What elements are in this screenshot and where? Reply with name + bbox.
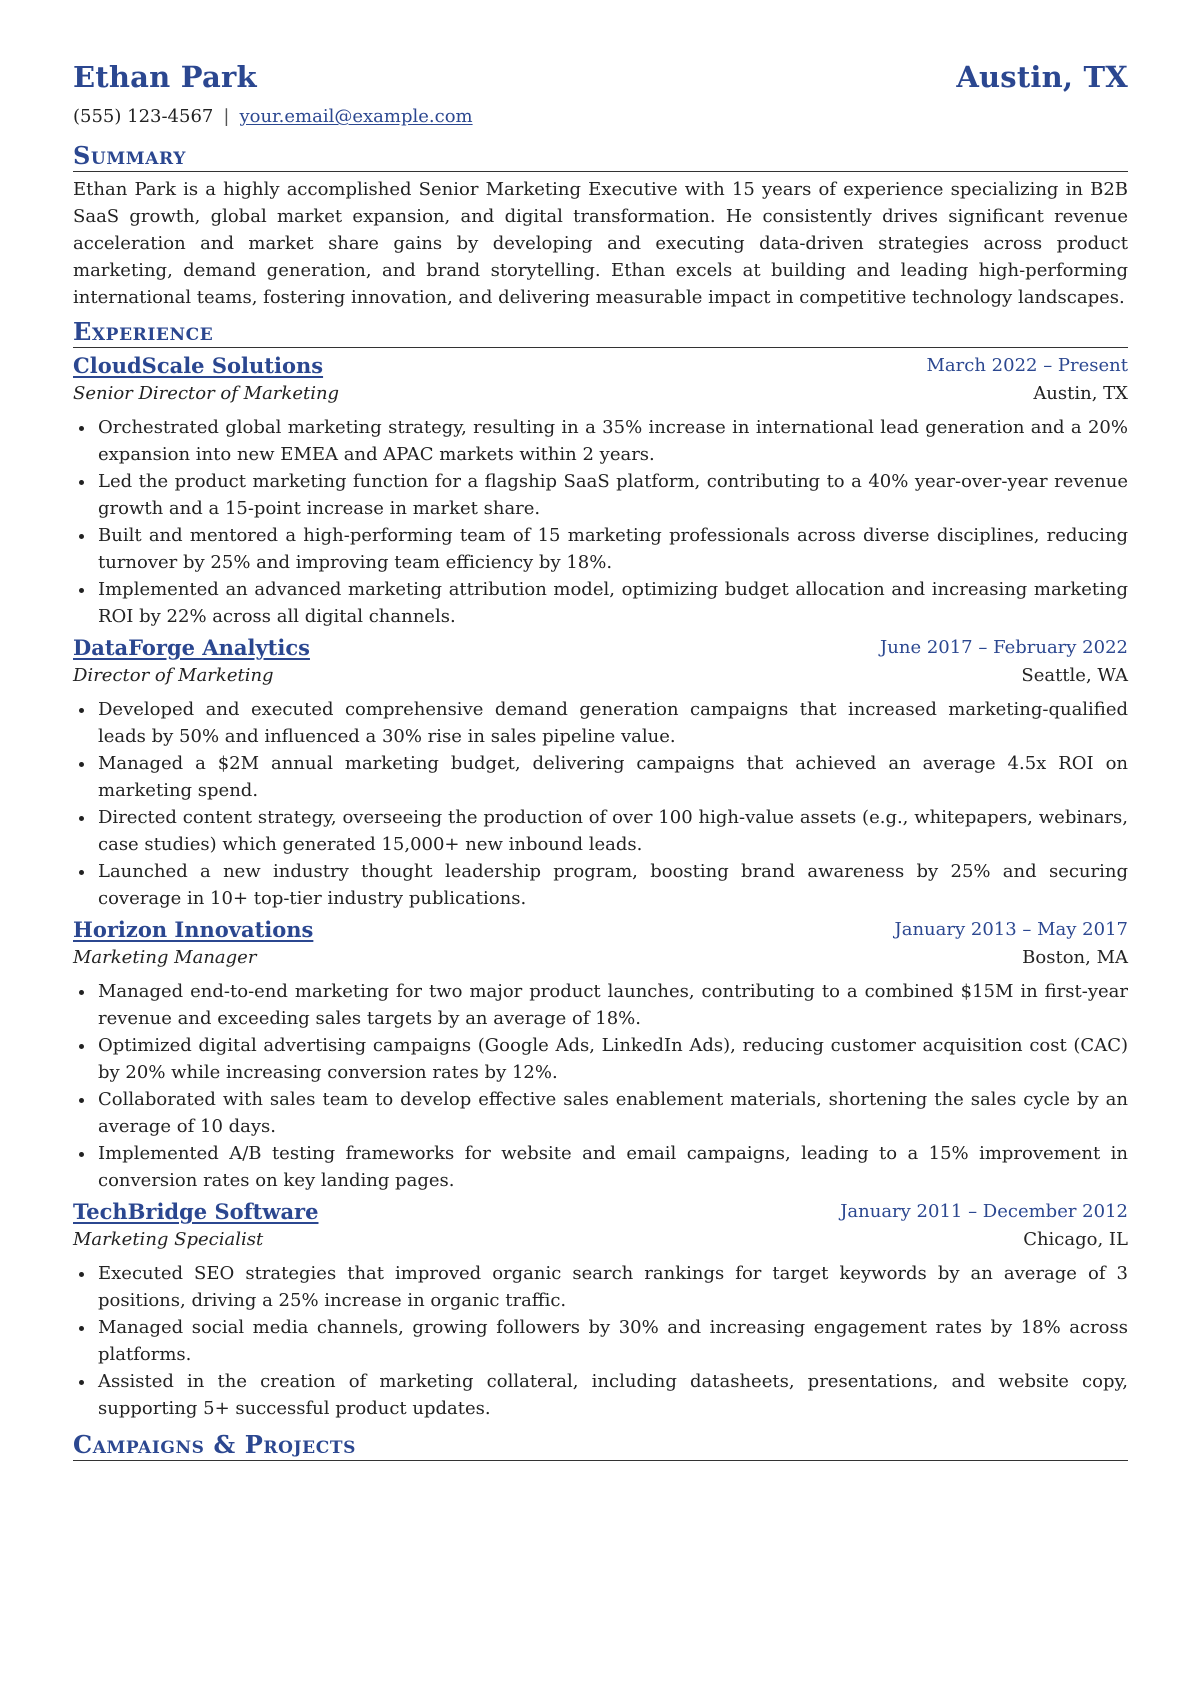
job-subheader	[73, 944, 1128, 972]
job-header	[73, 1198, 1128, 1226]
job-subheader	[73, 1226, 1128, 1254]
job-bullets	[73, 1260, 1128, 1422]
job-header	[73, 634, 1128, 662]
summary-heading: Summary	[73, 141, 1128, 172]
job-location: Austin, TX	[1033, 383, 1128, 404]
summary-text: Ethan Park is a highly accomplished Senior Marketing Executive with 15 years of experience specializing in B2B SaaS growth, global market expansion, and digital transformation. He consistently drives significant revenue acceleration and market share gains by developing and executing data-driven strategies across product marketing, demand generation, and brand storytelling. Ethan excels at building and leading high-performing international teams, fostering innovation, and delivering measurable impact in competitive technology landscapes.	[73, 179, 1128, 308]
job-subheader	[73, 662, 1128, 690]
phone-number: (555) 123-4567	[73, 106, 214, 127]
experience-list	[73, 352, 1128, 1422]
job-location: Seattle, WA	[1021, 665, 1128, 686]
job-dates: June 2017 – February 2022	[880, 637, 1128, 658]
bullet-item: Optimized digital advertising campaigns (Google Ads, LinkedIn Ads), reducing customer acquisition cost (CAC) by 20% while increasing conversion rates by 12%.	[73, 1032, 1128, 1086]
job-subheader	[73, 380, 1128, 408]
job-location: Chicago, IL	[1023, 1229, 1128, 1250]
bullet-item: Implemented an advanced marketing attribution model, optimizing budget allocation and increasing marketing ROI by 22% across all digital channels.	[73, 576, 1128, 630]
job-dates: January 2011 – December 2012	[840, 1201, 1128, 1222]
company-link[interactable]: TechBridge Software	[73, 1199, 319, 1224]
job-entry	[73, 352, 1128, 630]
bullet-item: Executed SEO strategies that improved organic search rankings for target keywords by an average of 3 positions, driving a 25% increase in organic traffic.	[73, 1260, 1128, 1314]
bullet-item: Orchestrated global marketing strategy, resulting in a 35% increase in international lead generation and a 20% expansion into new EMEA and APAC markets within 2 years.	[73, 414, 1128, 468]
experience-heading: Experience	[73, 317, 1128, 348]
bullet-item: Collaborated with sales team to develop effective sales enablement materials, shortening the sales cycle by an average of 10 days.	[73, 1086, 1128, 1140]
bullet-item: Built and mentored a high-performing team of 15 marketing professionals across diverse disciplines, reducing turnover by 25% and improving team efficiency by 18%.	[73, 522, 1128, 576]
job-role: Director of Marketing	[73, 665, 274, 686]
bullet-item: Developed and executed comprehensive demand generation campaigns that increased marketing-qualified leads by 50% and influenced a 30% rise in sales pipeline value.	[73, 696, 1128, 750]
job-entry	[73, 634, 1128, 912]
header	[73, 60, 1128, 102]
bullet-item: Assisted in the creation of marketing collateral, including datasheets, presentations, and website copy, supporting 5+ successful product updates.	[73, 1368, 1128, 1422]
company-link[interactable]: DataForge Analytics	[73, 635, 310, 660]
job-bullets	[73, 414, 1128, 630]
job-dates: January 2013 – May 2017	[894, 919, 1128, 940]
job-entry	[73, 916, 1128, 1194]
contact-separator: |	[223, 106, 230, 127]
bullet-item: Led the product marketing function for a flagship SaaS platform, contributing to a 40% year-over-year revenue growth and a 15-point increase in market share.	[73, 468, 1128, 522]
job-header	[73, 352, 1128, 380]
job-entry	[73, 1198, 1128, 1422]
job-location: Boston, MA	[1022, 947, 1128, 968]
email-link[interactable]: your.email@example.com	[239, 106, 473, 127]
header-location: Austin, TX	[956, 60, 1128, 94]
job-bullets	[73, 696, 1128, 912]
bullet-item: Directed content strategy, overseeing the production of over 100 high-value assets (e.g., whitepapers, webinars, case studies) which generated 15,000+ new inbound leads.	[73, 804, 1128, 858]
bullet-item: Managed end-to-end marketing for two major product launches, contributing to a combined $15M in first-year revenue and exceeding sales targets by an average of 18%.	[73, 978, 1128, 1032]
job-bullets	[73, 978, 1128, 1194]
job-header	[73, 916, 1128, 944]
resume-page	[73, 60, 1128, 1461]
company-link[interactable]: CloudScale Solutions	[73, 353, 324, 378]
job-role: Marketing Manager	[73, 947, 257, 968]
bullet-item: Managed social media channels, growing followers by 30% and increasing engagement rates by 18% across platforms.	[73, 1314, 1128, 1368]
job-dates: March 2022 – Present	[926, 355, 1128, 376]
campaigns-heading: Campaigns & Projects	[73, 1430, 1128, 1461]
job-role: Marketing Specialist	[73, 1229, 264, 1250]
job-role: Senior Director of Marketing	[73, 383, 340, 404]
bullet-item: Implemented A/B testing frameworks for website and email campaigns, leading to a 15% improvement in conversion rates on key landing pages.	[73, 1140, 1128, 1194]
company-link[interactable]: Horizon Innovations	[73, 917, 314, 942]
bullet-item: Managed a $2M annual marketing budget, delivering campaigns that achieved an average 4.5x ROI on marketing spend.	[73, 750, 1128, 804]
contact-line	[73, 106, 1128, 132]
candidate-name: Ethan Park	[73, 60, 257, 94]
bullet-item: Launched a new industry thought leadership program, boosting brand awareness by 25% and securing coverage in 10+ top-tier industry publications.	[73, 858, 1128, 912]
